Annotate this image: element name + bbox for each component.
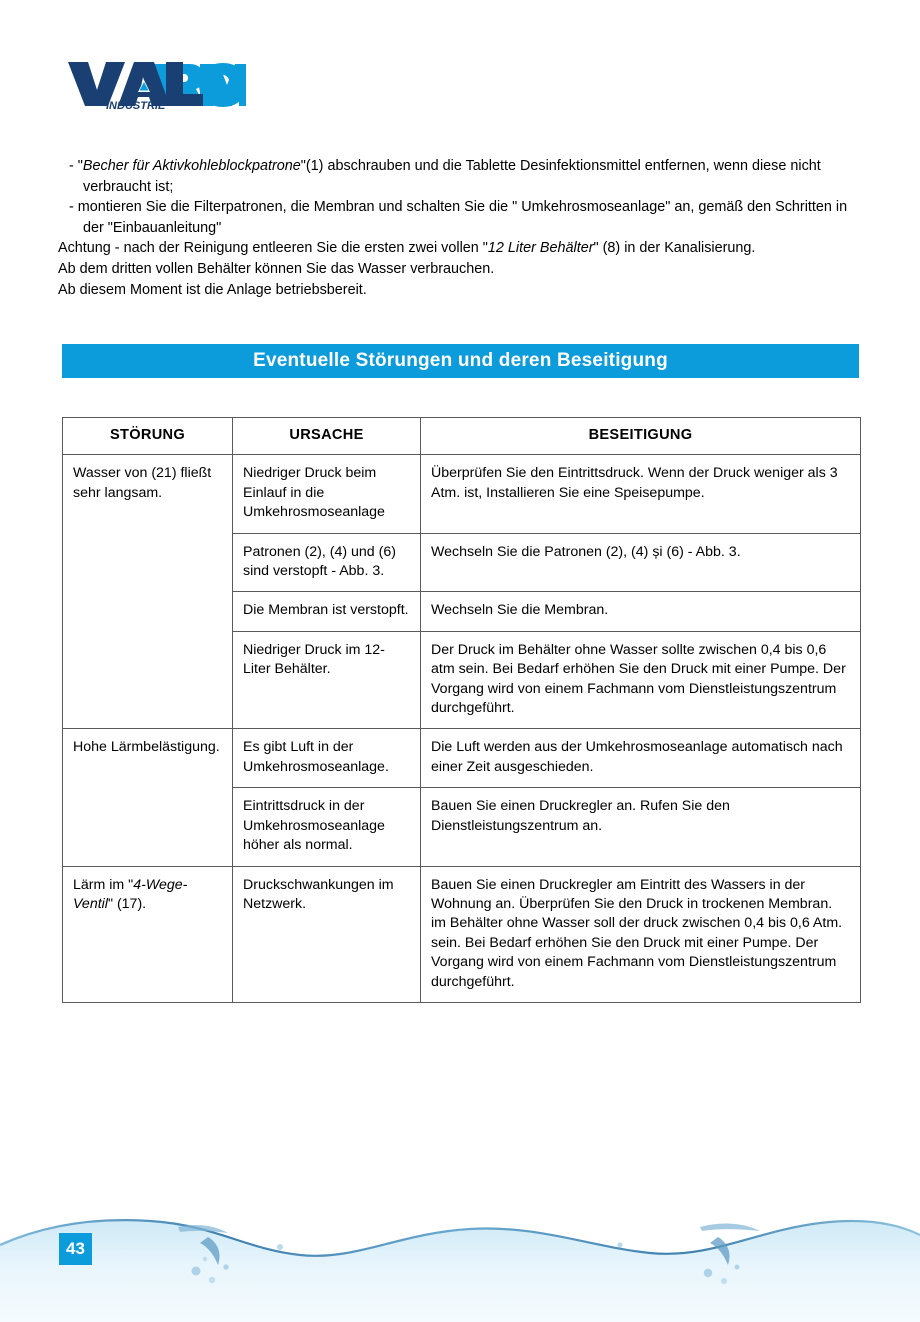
table-header [63, 418, 861, 455]
intro-line-1-italic: Becher für Aktivkohleblockpatrone [82, 158, 301, 174]
table-header-row [63, 418, 861, 455]
remedy-cell: Die Luft werden aus der Umkehrosmoseanlage automatisch nach einer Zeit ausgeschieden. [421, 729, 861, 788]
cause-cell: Die Membran ist verstopft. [233, 592, 421, 631]
cause-cell: Es gibt Luft in der Umkehrosmoseanlage. [233, 729, 421, 788]
section-banner-title: Eventuelle Störungen und deren Beseitigung [253, 350, 668, 371]
page-number-text: 43 [66, 1239, 85, 1258]
cause-cell: Eintrittsdruck in der Umkehrosmoseanlage höher als normal. [233, 788, 421, 866]
remedy-cell: Bauen Sie einen Druckregler am Eintritt des Wassers in der Wohnung an. Überprüfen Sie den Druck in trockenen Membran. im Behälter ohne Wasser soll der druck zwischen 0,4 bis 0,6 Atm. sein. Bei Bedarf erhöhen Sie den Druck mit einer Pumpe. Der Vorgang wird von einem Fachmann vom Dienstleistungszentrum durchgeführt. [421, 866, 861, 1002]
water-droplet [203, 1257, 207, 1261]
water-droplet [192, 1267, 201, 1276]
intro-line-4: Ab dem dritten vollen Behälter können Sie das Wasser verbrauchen. [58, 260, 495, 277]
intro-line-3-prefix: Achtung - nach der Reinigung entleeren Sie die ersten zwei vollen " [58, 240, 488, 257]
intro-line-1 [69, 156, 864, 197]
cause-cell: Patronen (2), (4) und (6) sind verstopft - Abb. 3. [233, 533, 421, 592]
intro-line-5: Ab diesem Moment ist die Anlage betriebsbereit. [58, 281, 367, 298]
company-logo [66, 52, 246, 114]
column-header-stoerung: STÖRUNG [63, 418, 233, 455]
problem-suffix: " (17). [107, 895, 147, 912]
water-body [0, 1220, 920, 1322]
problem-cell: Wasser von (21) fließt sehr langsam. [63, 455, 233, 729]
table-row [63, 455, 861, 533]
water-droplet [617, 1242, 622, 1247]
cause-cell: Niedriger Druck beim Einlauf in die Umkehrosmoseanlage [233, 455, 421, 533]
water-wave-graphic [0, 1187, 920, 1322]
troubleshooting-table [62, 417, 861, 1003]
section-banner [62, 344, 859, 378]
table-row [63, 729, 861, 788]
logo-tagline: INDUSTRIE [106, 100, 166, 112]
cause-cell: Druckschwankungen im Netzwerk. [233, 866, 421, 1002]
intro-line-1-suffix: "(1) abschrauben und die Tablette Desinfektionsmittel entfernen, wenn diese nicht verbraucht ist; [83, 158, 821, 195]
remedy-cell: Wechseln Sie die Membran. [421, 592, 861, 631]
table-row [63, 866, 861, 1002]
intro-text-block [58, 156, 864, 300]
intro-line-3 [58, 238, 864, 259]
intro-line-3-italic: 12 Liter Behälter [487, 240, 594, 257]
problem-italic: 4-Wege-Ventil [73, 876, 188, 912]
cause-cell: Niedriger Druck im 12-Liter Behälter. [233, 631, 421, 729]
water-droplet [223, 1264, 228, 1269]
water-droplet [735, 1265, 740, 1270]
problem-cell: Hohe Lärmbelästigung. [63, 729, 233, 866]
table-body [63, 455, 861, 1003]
water-droplet [704, 1269, 712, 1277]
valrom-logo-svg [66, 52, 246, 114]
page-number-badge [59, 1233, 92, 1265]
column-header-ursache: URSACHE [233, 418, 421, 455]
remedy-cell: Wechseln Sie die Patronen (2), (4) și (6) - Abb. 3. [421, 533, 861, 592]
remedy-cell: Überprüfen Sie den Eintrittsdruck. Wenn der Druck weniger als 3 Atm. ist, Installieren Sie eine Speisepumpe. [421, 455, 861, 533]
problem-prefix: Lärm im " [73, 876, 134, 893]
water-droplet [209, 1277, 215, 1283]
problem-cell [63, 866, 233, 1002]
intro-line-2: - montieren Sie die Filterpatronen, die Membran und schalten Sie die " Umkehrosmoseanlage" an, gemäß den Schritten in der "Einbauanleitung" [69, 199, 848, 236]
intro-line-1-prefix: - " [69, 158, 83, 174]
intro-line-3-suffix: " (8) in der Kanalisierung. [593, 240, 756, 257]
water-ripple-right [700, 1224, 760, 1231]
remedy-cell: Bauen Sie einen Druckregler an. Rufen Sie den Dienstleistungszentrum an. [421, 788, 861, 866]
water-droplet [721, 1278, 727, 1284]
remedy-cell: Der Druck im Behälter ohne Wasser sollte zwischen 0,4 bis 0,6 atm sein. Bei Bedarf erhöhen Sie den Druck mit einer Pumpe. Der Vorgang wird von einem Fachmann vom Dienstleistungszentrum durchgeführt. [421, 631, 861, 729]
water-droplet [277, 1244, 283, 1250]
column-header-beseitigung: BESEITIGUNG [421, 418, 861, 455]
